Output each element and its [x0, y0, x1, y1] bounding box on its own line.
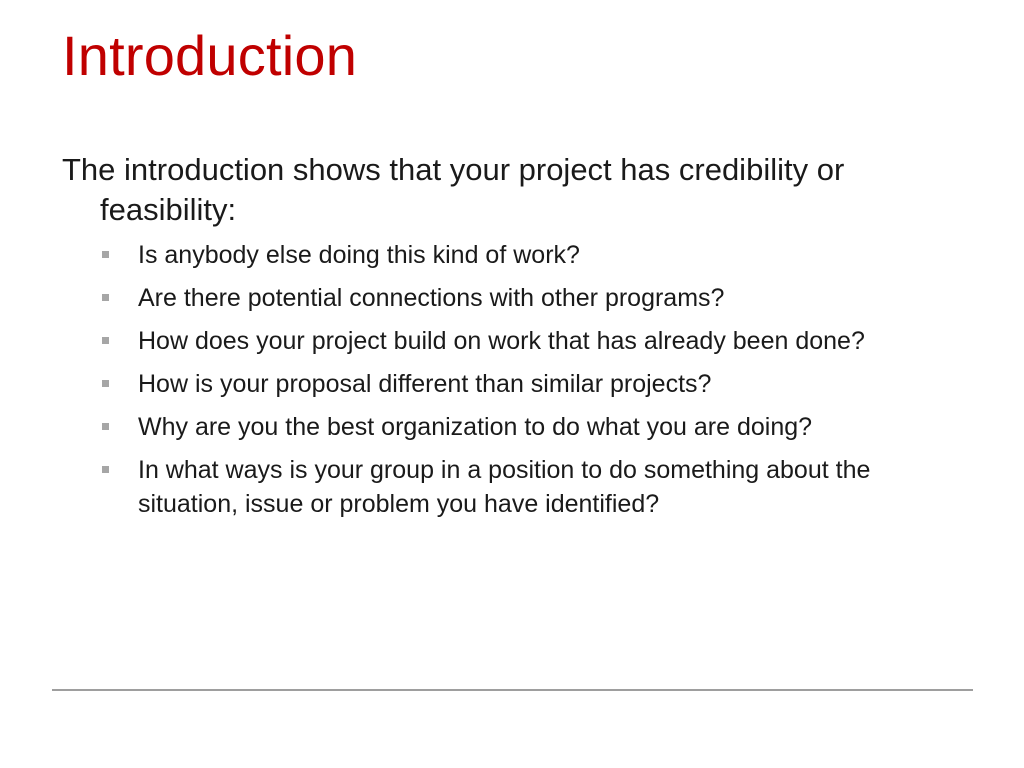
- bullet-text: In what ways is your group in a position to do something about the situation, issue or problem you have identified?: [138, 456, 871, 518]
- bullet-item: [62, 281, 972, 315]
- bullet-item: [62, 410, 972, 444]
- square-bullet-icon: [102, 337, 109, 344]
- bullet-text: How does your project build on work that has already been done?: [138, 327, 865, 355]
- footer-divider: [52, 689, 973, 691]
- square-bullet-icon: [102, 380, 109, 387]
- bullet-text: Are there potential connections with other programs?: [138, 284, 725, 312]
- bullet-text: Why are you the best organization to do what you are doing?: [138, 413, 813, 441]
- bullet-text: Is anybody else doing this kind of work?: [138, 241, 580, 269]
- bullet-text: How is your proposal different than similar projects?: [138, 370, 712, 398]
- bullet-list: [62, 238, 972, 521]
- bullet-item: [62, 453, 972, 521]
- lead-paragraph: The introduction shows that your project has credibility or feasibility:: [62, 152, 845, 227]
- square-bullet-icon: [102, 294, 109, 301]
- bullet-item: [62, 238, 972, 272]
- square-bullet-icon: [102, 466, 109, 473]
- bullet-item: [62, 324, 972, 358]
- square-bullet-icon: [102, 251, 109, 258]
- slide-title: Introduction: [62, 24, 358, 87]
- bullet-item: [62, 367, 972, 401]
- square-bullet-icon: [102, 423, 109, 430]
- slide-body: [62, 150, 972, 530]
